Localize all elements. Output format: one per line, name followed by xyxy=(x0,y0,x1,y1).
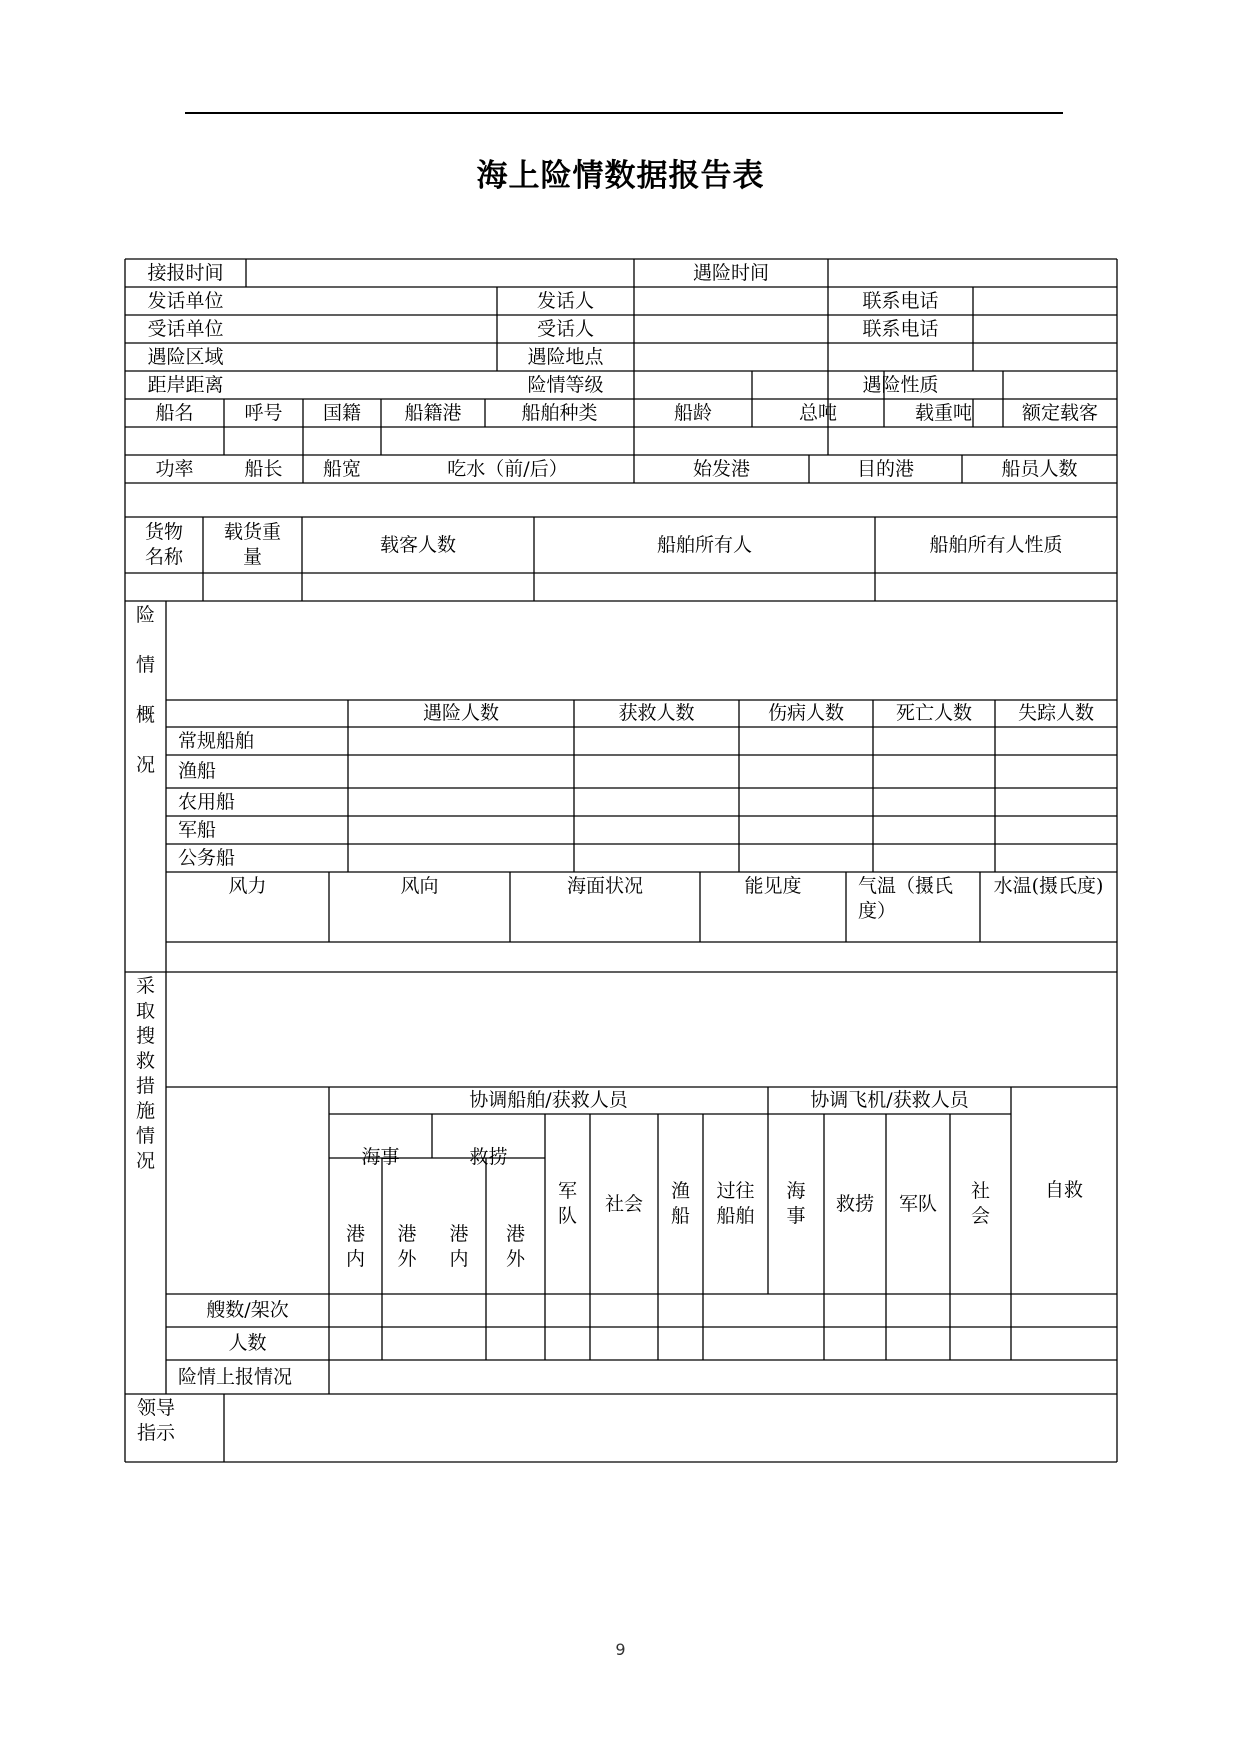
label-contact-phone-1: 联系电话 xyxy=(862,289,939,312)
label-ships-sorties: 艘数/架次 xyxy=(206,1299,289,1321)
vessel-header: 载重吨 xyxy=(914,401,972,424)
label-military-air: 军队 xyxy=(898,1192,937,1215)
label-sending-unit: 发话单位 xyxy=(147,289,224,312)
label-passing-vessels: 过往 船舶 xyxy=(716,1180,755,1227)
label-caller: 发话人 xyxy=(536,289,594,312)
vessel-header-2: 目的港 xyxy=(856,457,914,480)
vessel-header-2: 船员人数 xyxy=(1001,457,1078,480)
weather-header: 能见度 xyxy=(744,875,802,897)
label-owner-nature: 船舶所有人性质 xyxy=(929,533,1063,556)
label-distress-area: 遇险区域 xyxy=(147,345,224,368)
label-social: 社会 xyxy=(604,1192,643,1215)
weather-header: 风向 xyxy=(400,875,439,897)
vessel-header-2: 吃水（前/后） xyxy=(447,457,568,480)
label-coord-aircraft: 协调飞机/获救人员 xyxy=(810,1089,969,1111)
vessel-type-label: 常规船舶 xyxy=(178,729,255,752)
vessel-type-label: 渔船 xyxy=(178,760,217,782)
label-measures: 采 取 搜 救 措 施 情 况 xyxy=(135,975,155,1172)
casualty-header: 失踪人数 xyxy=(1017,702,1094,724)
label-receiving-unit: 受话单位 xyxy=(147,317,224,340)
weather-header: 风力 xyxy=(228,875,267,897)
page-number: 9 xyxy=(615,1640,626,1659)
page-title: 海上险情数据报告表 xyxy=(476,158,765,194)
vessel-header-2: 船长 xyxy=(244,457,283,480)
label-distance-from-shore: 距岸距离 xyxy=(147,373,224,396)
vessel-header-2: 船宽 xyxy=(322,457,361,480)
weather-header: 水温(摄氏度) xyxy=(993,875,1104,897)
label-report-status: 险情上报情况 xyxy=(178,1365,293,1388)
label-inside-port-2: 港 内 xyxy=(449,1223,469,1270)
casualty-header: 获救人数 xyxy=(618,702,695,724)
vessel-header: 总吨 xyxy=(798,401,837,424)
vessel-type-label: 公务船 xyxy=(178,846,236,869)
label-outside-port-1: 港 外 xyxy=(397,1223,417,1270)
vessel-header: 国籍 xyxy=(322,401,361,424)
label-salvage: 救捞 xyxy=(469,1145,508,1168)
label-military: 军 队 xyxy=(557,1180,577,1227)
casualty-header: 伤病人数 xyxy=(767,702,844,724)
label-contact-phone-2: 联系电话 xyxy=(862,317,939,340)
label-distress-location: 遇险地点 xyxy=(527,345,604,368)
label-distress-time: 遇险时间 xyxy=(692,261,769,284)
label-outside-port-2: 港 外 xyxy=(505,1223,525,1270)
casualty-header: 死亡人数 xyxy=(895,702,972,724)
vessel-header: 船舶种类 xyxy=(521,401,598,424)
weather-header: 气温（摄氏度） xyxy=(858,875,954,922)
label-report-time: 接报时间 xyxy=(147,261,224,284)
label-leader-instructions: 领导 指示 xyxy=(137,1397,176,1444)
label-maritime-air: 海 事 xyxy=(786,1180,806,1227)
label-receiver: 受话人 xyxy=(536,317,594,340)
vessel-header: 呼号 xyxy=(244,401,283,424)
vessel-header: 额定载客 xyxy=(1021,401,1098,424)
vessel-header: 船名 xyxy=(155,401,194,424)
label-self-rescue: 自救 xyxy=(1044,1179,1083,1201)
label-cargo-weight: 载货重 量 xyxy=(223,521,281,568)
vessel-type-label: 军船 xyxy=(178,818,217,841)
label-inside-port-1: 港 内 xyxy=(345,1223,365,1270)
vessel-header-2: 功率 xyxy=(155,457,194,480)
label-distress-nature: 遇险性质 xyxy=(862,373,939,396)
label-danger-level: 险情等级 xyxy=(527,373,604,396)
label-owner: 船舶所有人 xyxy=(656,533,752,556)
casualty-header: 遇险人数 xyxy=(422,702,499,724)
label-fishing: 渔 船 xyxy=(670,1180,690,1227)
label-salvage-air: 救捞 xyxy=(835,1192,874,1215)
vessel-header: 船籍港 xyxy=(404,401,462,424)
label-situation: 险 情 概 况 xyxy=(135,604,155,776)
label-cargo-name: 货物 名称 xyxy=(144,521,183,568)
label-passengers: 载客人数 xyxy=(379,533,456,556)
label-maritime: 海事 xyxy=(361,1145,400,1168)
vessel-header: 船龄 xyxy=(673,401,712,424)
label-persons: 人数 xyxy=(228,1332,267,1354)
label-social-air: 社 会 xyxy=(970,1180,990,1227)
vessel-type-label: 农用船 xyxy=(178,790,236,813)
weather-header: 海面状况 xyxy=(566,875,643,897)
vessel-header-2: 始发港 xyxy=(692,457,750,480)
label-coord-vessels: 协调船舶/获救人员 xyxy=(469,1089,628,1111)
